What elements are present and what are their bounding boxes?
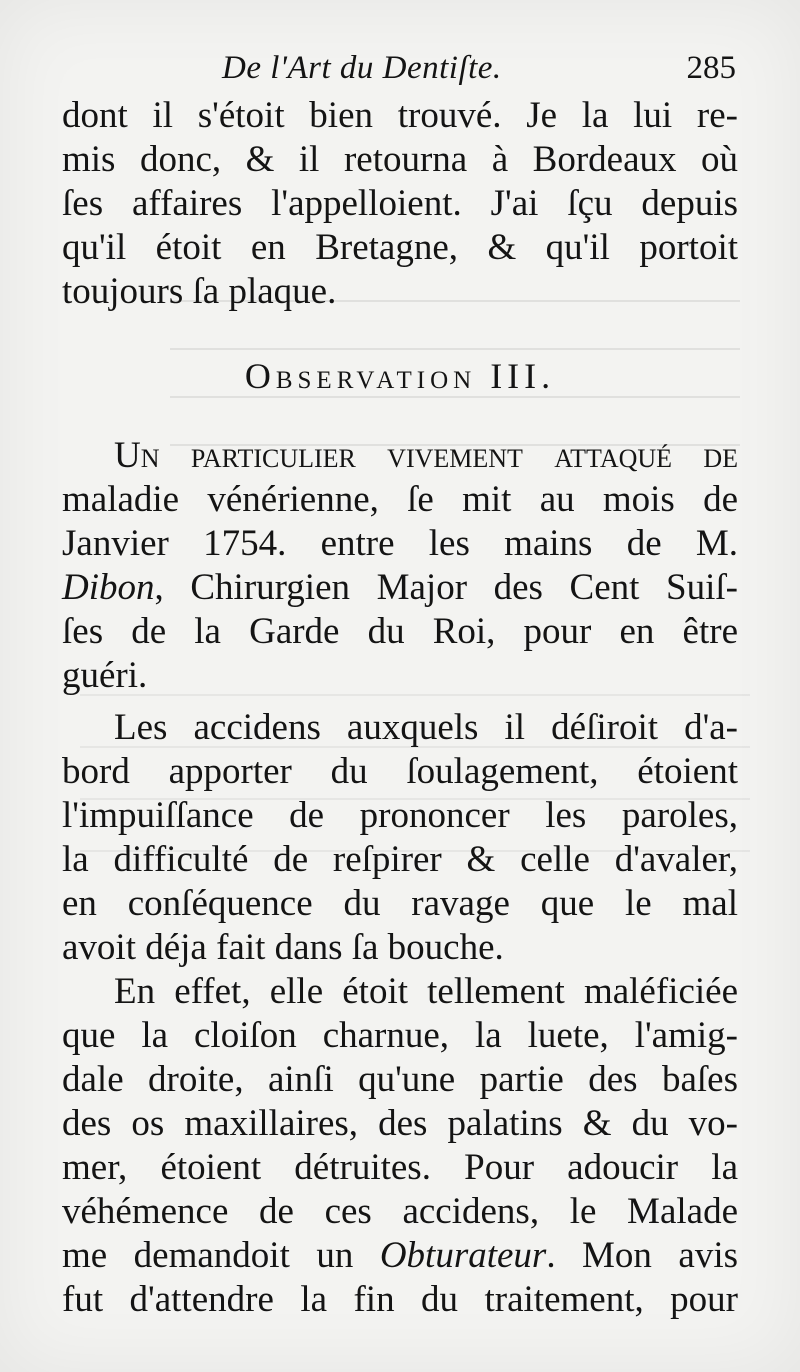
text-line: des os maxillaires, des palatins & du vo- (62, 1103, 738, 1144)
text-line: ſes de la Garde du Roi, pour en être (62, 611, 738, 652)
text-span: n particulier vivement attaqué de (140, 435, 738, 476)
text-line (62, 434, 738, 478)
text-line: qu'il étoit en Bretagne, & qu'il portoit (62, 227, 738, 268)
text-line: dont il s'étoit bien trouvé. Je la lui re- (62, 95, 738, 136)
text-span: me demandoit un (62, 1235, 380, 1276)
paragraph-gap (62, 698, 738, 706)
text-line: véhémence de ces accidens, le Malade (62, 1191, 738, 1232)
text-span: . Mon avis (546, 1235, 739, 1276)
text-line (62, 566, 738, 610)
text-line: dale droite, ainſi qu'une partie des baſes (62, 1059, 738, 1100)
text-line: mer, étoient détruites. Pour adoucir la (62, 1147, 738, 1188)
text-line: la difficulté de reſpirer & celle d'avaler, (62, 839, 738, 880)
text-line: bord apporter du ſoulagement, étoient (62, 751, 738, 792)
text-line (62, 1234, 738, 1278)
text-line: toujours ſa plaque. (62, 271, 337, 312)
text-line: l'impuiſſance de prononcer les paroles, (62, 795, 738, 836)
text-line: En effet, elle étoit tellement maléficiée (114, 971, 738, 1012)
text-span: , Chirurgien Major des Cent Suiſ- (154, 567, 738, 608)
paragraph-3 (62, 970, 738, 1322)
text-line: Janvier 1754. entre les mains de M. (62, 523, 738, 564)
text-line: Les accidens auxquels il déſiroit d'a- (114, 707, 738, 748)
paragraph-2 (62, 706, 738, 970)
text-line: avoit déja fait dans ſa bouche. (62, 927, 504, 968)
text-line: maladie vénérienne, ſe mit au mois de (62, 479, 738, 520)
continued-paragraph (62, 94, 738, 314)
text-line: ſes affaires l'appelloient. J'ai ſçu depuis (62, 183, 738, 224)
italic-term: Obturateur (379, 1235, 547, 1276)
paragraph-1 (62, 434, 738, 698)
text-line: fut d'attendre la fin du traitement, pour (62, 1279, 738, 1320)
text-line: en conſéquence du ravage que le mal (62, 883, 738, 924)
page-number: 285 (686, 50, 736, 86)
initial-letter: U (114, 435, 141, 476)
text-line: mis donc, & il retourna à Bordeaux où (62, 139, 738, 180)
heading-label: Observation (244, 356, 477, 396)
running-head (62, 42, 738, 94)
heading-numeral: III. (490, 356, 556, 396)
page-text (62, 42, 738, 1322)
text-line: guéri. (62, 655, 148, 696)
text-line: que la cloiſon charnue, la luete, l'amig- (62, 1015, 738, 1056)
person-name: Dibon (62, 567, 155, 608)
section-heading (62, 354, 738, 398)
running-title: De l'Art du Dentiſte. (222, 50, 502, 86)
